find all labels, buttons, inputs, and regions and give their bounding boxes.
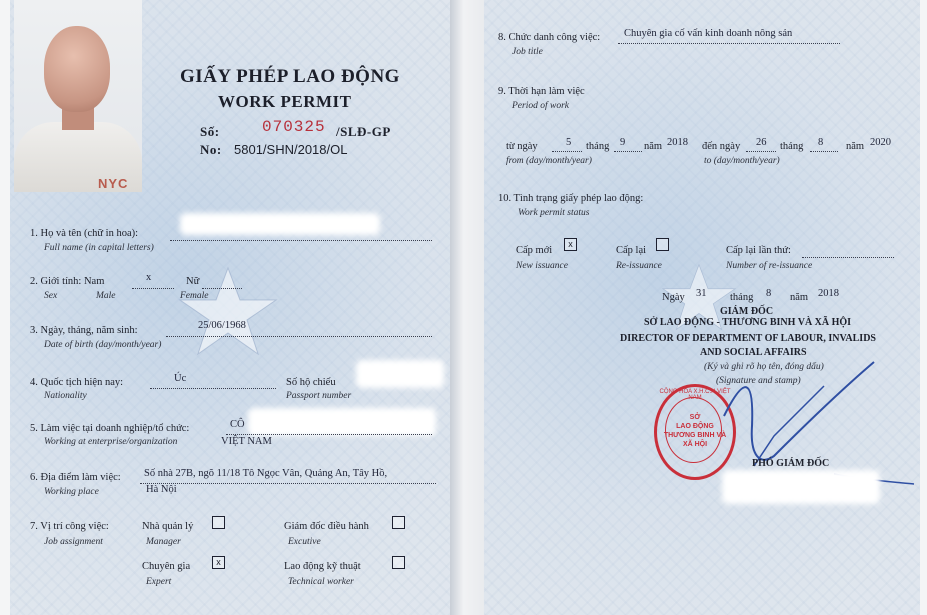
dob-value: 25/06/1968 [198, 320, 246, 331]
department-vn: SỞ LAO ĐỘNG - THƯƠNG BINH VÀ XÃ HỘI [644, 317, 852, 328]
field1-line [170, 240, 432, 241]
field4-line [150, 388, 276, 389]
sign-instruction-vn: (Ký và ghi rõ họ tên, đóng dấu) [704, 362, 824, 372]
left-page [10, 0, 450, 615]
field3-line [166, 336, 432, 337]
seal-top-text: CỘNG HÒA X.H.C.N VIỆT NAM [659, 389, 731, 401]
sign-year: 2018 [818, 288, 839, 299]
serial-number: 070325 [262, 118, 326, 136]
sign-year-label: năm [790, 292, 809, 303]
redacted-signatory [722, 470, 880, 504]
field9-label: 9. Thời hạn làm việc [498, 86, 585, 97]
from-en: from (day/month/year) [506, 156, 592, 166]
workplace-line1: Số nhà 27B, ngõ 11/18 Tô Ngọc Vân, Quảng An, Tây Hồ, [144, 468, 388, 479]
field4-en: Nationality [44, 391, 87, 401]
field6-en: Working place [44, 487, 99, 497]
opt-technical-en: Technical worker [288, 577, 354, 587]
sign-day-label: Ngày [662, 292, 685, 303]
reissue-count-line [802, 257, 894, 258]
director-title: GIÁM ĐỐC [720, 306, 774, 317]
employer-start: CÔ [230, 419, 245, 430]
sex-male-mark: x [146, 272, 152, 283]
sign-instruction-en: (Signature and stamp) [716, 376, 801, 386]
employer-end: VIỆT NAM [221, 436, 272, 447]
from-month-line [614, 151, 642, 152]
from-label: từ ngày [506, 141, 538, 152]
shirt-print: NYC [98, 176, 129, 191]
from-day: 5 [566, 137, 572, 148]
sign-month-label: tháng [730, 292, 754, 303]
field2-label: 2. Giới tính: Nam [30, 276, 105, 287]
opt-technical: Lao động kỹ thuật [284, 561, 361, 572]
workplace-line2: Hà Nội [146, 484, 177, 495]
deputy-director: PHÓ GIÁM ĐỐC [752, 458, 830, 469]
seal-center-text: SỞ LAO ĐỘNG THƯƠNG BINH VÀ XÃ HỘI [663, 414, 727, 448]
from-year: 2018 [667, 137, 688, 148]
checkbox-manager [212, 516, 225, 529]
from-month: 9 [620, 137, 626, 148]
sign-day: 31 [696, 288, 707, 299]
passport-en: Passport number [286, 391, 352, 401]
to-en: to (day/month/year) [704, 156, 780, 166]
nationality-value: Úc [174, 373, 187, 384]
field10-label: 10. Tình trạng giấy phép lao động: [498, 193, 644, 204]
checkbox-executive [392, 516, 405, 529]
field8-label: 8. Chức danh công việc: [498, 32, 601, 43]
opt-executive: Giám đốc điều hành [284, 521, 369, 532]
field2-en-sex: Sex [44, 291, 58, 301]
from-month-label: tháng [586, 141, 610, 152]
photo-head [44, 26, 110, 112]
field9-en: Period of work [512, 101, 569, 111]
to-month-label: tháng [780, 141, 804, 152]
to-year-label: năm [846, 141, 865, 152]
from-day-line [552, 151, 582, 152]
sign-month: 8 [766, 288, 772, 299]
field8-line [618, 43, 840, 44]
field6-label: 6. Địa điểm làm việc: [30, 472, 121, 483]
field2-line-male [132, 288, 174, 289]
holder-photo [14, 0, 142, 192]
job-title-value: Chuyên gia cố vấn kinh doanh nông sản [624, 28, 793, 39]
redacted-employer [248, 408, 436, 436]
director-en-line2: AND SOCIAL AFFAIRS [700, 347, 807, 358]
redacted-name [180, 213, 380, 235]
opt-manager-en: Manager [146, 537, 181, 547]
field7-label: 7. Vị trí công việc: [30, 521, 109, 532]
field3-en: Date of birth (day/month/year) [44, 340, 162, 350]
opt-expert: Chuyên gia [142, 561, 191, 572]
field7-en: Job assignment [44, 537, 103, 547]
field5-label: 5. Làm việc tại doanh nghiệp/tổ chức: [30, 423, 190, 434]
field8-en: Job title [512, 47, 543, 57]
to-day-line [746, 151, 776, 152]
field1-en: Full name (in capital letters) [44, 243, 154, 253]
reissue-count-label: Cấp lại lần thứ: [726, 245, 791, 256]
field2-en-female: Female [180, 291, 209, 301]
checkbox-reissuance [656, 238, 669, 251]
page-gutter [450, 0, 484, 615]
redacted-passport [356, 360, 444, 388]
right-page [484, 0, 920, 615]
to-year: 2020 [870, 137, 891, 148]
opt-manager: Nhà quản lý [142, 521, 194, 532]
passport-label: Số hộ chiếu [286, 377, 336, 388]
to-label: đến ngày [702, 141, 741, 152]
checkbox-new-issuance: x [564, 238, 577, 251]
field5-en: Working at enterprise/organization [44, 437, 178, 447]
permit-no: 5801/SHN/2018/OL [234, 142, 348, 157]
opt-executive-en: Excutive [288, 537, 321, 547]
to-month: 8 [818, 137, 824, 148]
to-day: 26 [756, 137, 767, 148]
status-new: Cấp mới [516, 245, 553, 256]
field2-nu: Nữ [186, 276, 200, 287]
status-reissue: Cấp lại [616, 245, 647, 256]
title-vn: GIẤY PHÉP LAO ĐỘNG [180, 66, 400, 87]
field2-line-female [202, 288, 242, 289]
serial-suffix: /SLĐ-GP [336, 124, 391, 139]
field6-line [140, 483, 436, 484]
checkbox-technical [392, 556, 405, 569]
no-label: No: [200, 142, 222, 157]
field4-label: 4. Quốc tịch hiện nay: [30, 377, 124, 388]
field3-label: 3. Ngày, tháng, năm sinh: [30, 325, 138, 336]
field10-en: Work permit status [518, 208, 590, 218]
status-reissue-en: Re-issuance [616, 261, 662, 271]
director-en-line1: DIRECTOR OF DEPARTMENT OF LABOUR, INVALIDS [620, 333, 876, 344]
checkbox-expert: x [212, 556, 225, 569]
status-new-en: New issuance [516, 261, 568, 271]
title-en: WORK PERMIT [218, 92, 352, 111]
from-year-label: năm [644, 141, 663, 152]
so-label: Số: [200, 124, 220, 139]
opt-expert-en: Expert [146, 577, 172, 587]
to-month-line [810, 151, 838, 152]
reissue-count-en: Number of re-issuance [726, 261, 813, 271]
field5-line [226, 434, 432, 435]
field2-en-male: Male [96, 291, 116, 301]
field1-label: 1. Họ và tên (chữ in hoa): [30, 228, 139, 239]
